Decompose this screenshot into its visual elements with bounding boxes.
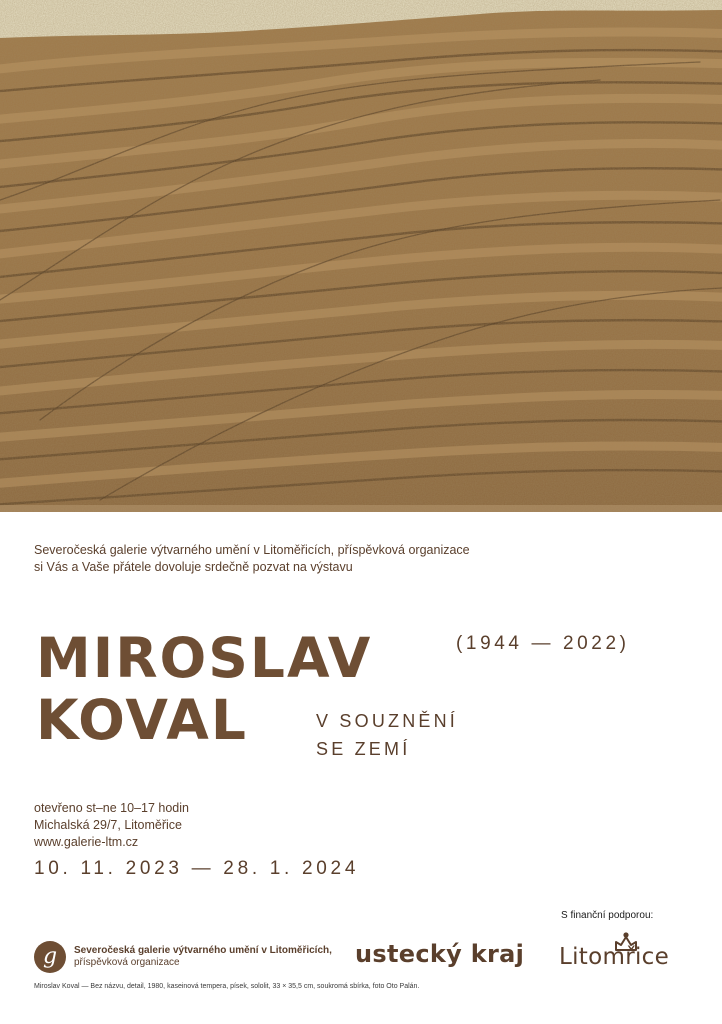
ustecky-kraj-logo: ustecký kraj [355,940,525,968]
invitation-text [34,542,470,576]
invitation-line-2: si Vás a Vaše přátele dovoluje srdečně pozvat na výstavu [34,560,353,574]
visitor-info [34,800,189,851]
support-label: S finanční podporou: [561,910,654,921]
gallery-logo [34,941,332,973]
gallery-logo-line-1: Severočeská galerie výtvarného umění v Litoměřicích, [74,944,332,956]
exhibition-title [316,707,458,763]
address: Michalská 29/7, Litoměřice [34,818,182,832]
opening-hours: otevřeno st–ne 10–17 hodin [34,801,189,815]
exhibition-dates: 10. 11. 2023 — 28. 1. 2024 [34,858,360,879]
gallery-g-icon: g [34,941,66,973]
gallery-logo-line-2: příspěvková organizace [74,957,180,968]
exhibition-title-line-2: SE ZEMÍ [316,739,411,759]
litomerice-suffix: řice [625,944,670,970]
artist-first-name: MIROSLAV [36,626,373,690]
invitation-line-1: Severočeská galerie výtvarného umění v Litoměřicích, příspěvková organizace [34,543,470,557]
litomerice-m: m [602,944,626,970]
gallery-logo-text [74,945,332,970]
website-link[interactable]: www.galerie-ltm.cz [34,835,139,849]
artist-last-name: KOVAL [36,688,248,752]
exhibition-title-line-1: V SOUZNĚNÍ [316,711,459,731]
artwork-caption: Miroslav Koval — Bez názvu, detail, 1980, kaseinová tempera, písek, sololit, 33 × 35,5 cm, soukromá sbírka, foto Oto Palán. [34,983,420,990]
litomerice-prefix: Lito [559,944,603,970]
artist-years: (1944 — 2022) [456,633,630,654]
